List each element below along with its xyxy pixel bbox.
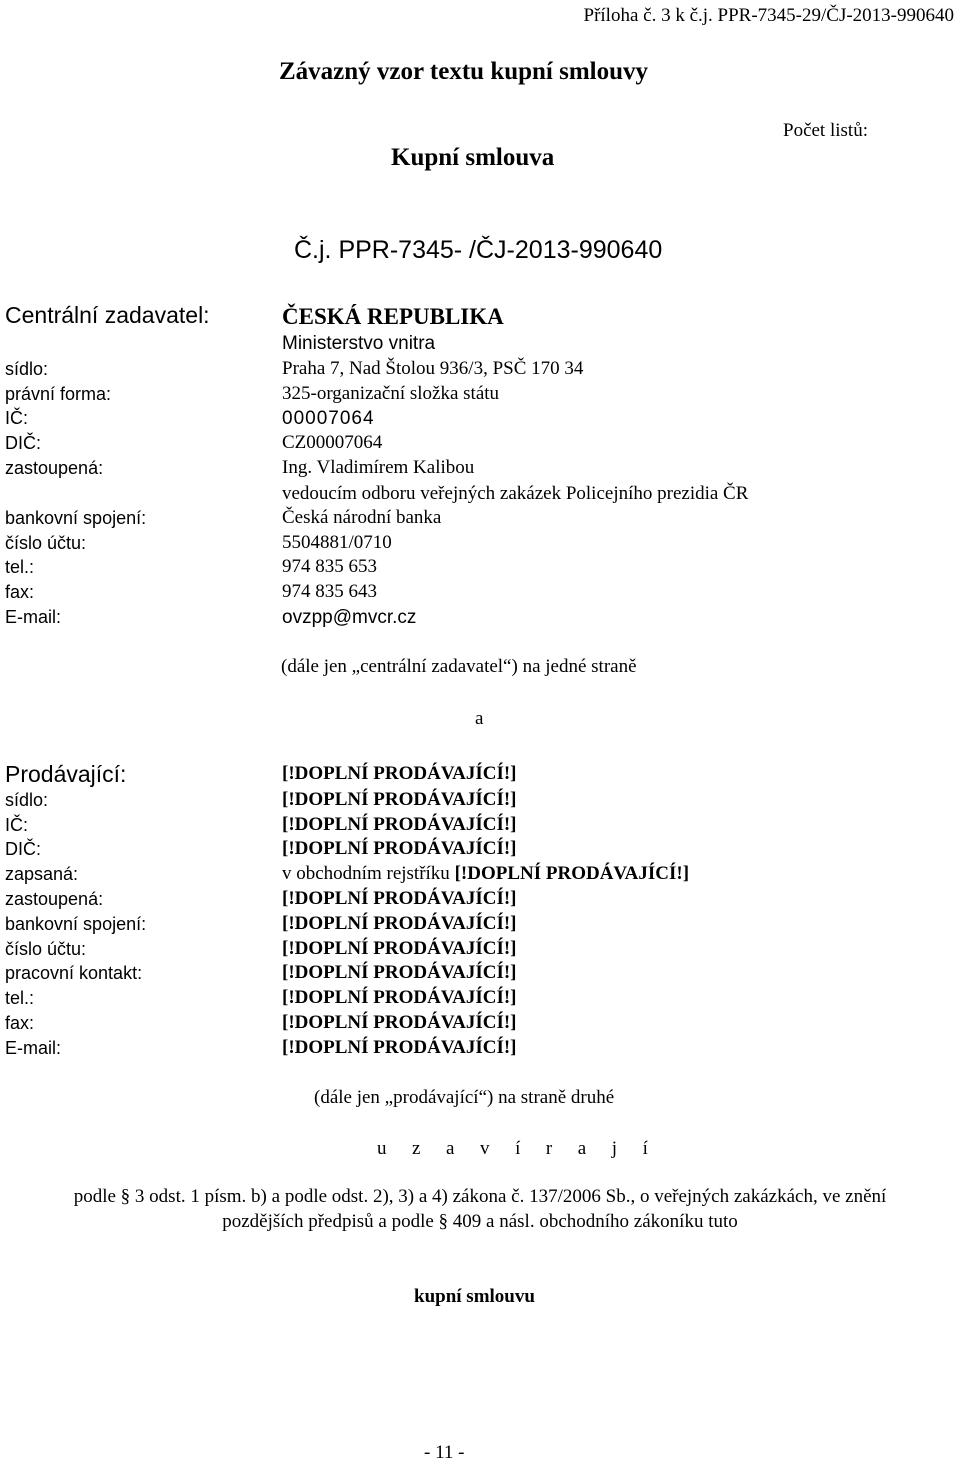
buyer-value-account: 5504881/0710 — [282, 532, 392, 553]
buyer-value-seat: Praha 7, Nad Štolou 936/3, PSČ 170 34 — [282, 358, 584, 379]
seller-value-phone: [!DOPLNÍ PRODÁVAJÍCÍ!] — [282, 987, 517, 1008]
buyer-value-ico: 00007064 — [282, 408, 375, 429]
seller-value-ico: [!DOPLNÍ PRODÁVAJÍCÍ!] — [282, 814, 517, 835]
central-buyer-ministry: Ministerstvo vnitra — [282, 333, 436, 354]
buyer-label-represented: zastoupená: — [5, 458, 104, 478]
seller-value-registered — [282, 864, 689, 883]
buyer-value-legal-form: 325-organizační složka státu — [282, 383, 500, 404]
seller-label-contact: pracovní kontakt: — [5, 963, 143, 983]
buyer-value-represented: Ing. Vladimírem Kalibou — [282, 457, 475, 478]
central-buyer-heading: Centrální zadavatel: — [5, 302, 210, 328]
seller-value-represented: [!DOPLNÍ PRODÁVAJÍCÍ!] — [282, 888, 517, 909]
seller-label-fax: fax: — [5, 1013, 35, 1033]
conclude-text: u z a v í r a j í — [377, 1138, 659, 1159]
central-buyer-name: ČESKÁ REPUBLIKA — [282, 304, 504, 329]
seller-value-dic: [!DOPLNÍ PRODÁVAJÍCÍ!] — [282, 838, 517, 859]
seller-value-seat: [!DOPLNÍ PRODÁVAJÍCÍ!] — [282, 789, 517, 810]
registry-prefix: v obchodním rejstříku — [282, 863, 455, 884]
seller-value-email: [!DOPLNÍ PRODÁVAJÍCÍ!] — [282, 1037, 517, 1058]
buyer-label-bank: bankovní spojení: — [5, 508, 147, 528]
buyer-label-email: E-mail: — [5, 607, 62, 627]
buyer-value-dic: CZ00007064 — [282, 432, 383, 453]
seller-label-represented: zastoupená: — [5, 889, 104, 909]
buyer-value-position: vedoucím odboru veřejných zakázek Policejního prezidia ČR — [282, 483, 749, 504]
document-title: Závazný vzor textu kupní smlouvy — [279, 58, 649, 85]
case-number: Č.j. PPR-7345- /ČJ-2013-990640 — [294, 236, 663, 264]
seller-heading: Prodávající: — [5, 761, 127, 787]
contract-title: Kupní smlouva — [391, 144, 555, 171]
attachment-reference: Příloha č. 3 k č.j. PPR-7345-29/ČJ-2013-990640 — [583, 5, 954, 26]
seller-hereinafter: (dále jen „prodávající“) na straně druhé — [314, 1087, 615, 1108]
seller-label-phone: tel.: — [5, 988, 35, 1008]
sheet-count-label: Počet listů: — [783, 120, 868, 141]
buyer-label-legal-form: právní forma: — [5, 384, 112, 404]
buyer-value-email: ovzpp@mvcr.cz — [282, 607, 417, 628]
seller-name-value: [!DOPLNÍ PRODÁVAJÍCÍ!] — [282, 763, 517, 784]
registry-placeholder: [!DOPLNÍ PRODÁVAJÍCÍ!] — [454, 863, 690, 884]
seller-value-contact: [!DOPLNÍ PRODÁVAJÍCÍ!] — [282, 962, 517, 983]
seller-label-account: číslo účtu: — [5, 939, 87, 959]
buyer-value-bank: Česká národní banka — [282, 507, 442, 528]
seller-label-registered: zapsaná: — [5, 864, 79, 884]
seller-label-bank: bankovní spojení: — [5, 914, 147, 934]
legal-basis-line-2: pozdějších předpisů a podle § 409 a násl. obchodního zákoníku tuto — [222, 1211, 738, 1232]
buyer-label-seat: sídlo: — [5, 359, 49, 379]
seller-value-fax: [!DOPLNÍ PRODÁVAJÍCÍ!] — [282, 1012, 517, 1033]
seller-label-email: E-mail: — [5, 1038, 62, 1058]
seller-value-account: [!DOPLNÍ PRODÁVAJÍCÍ!] — [282, 938, 517, 959]
legal-basis-line-1: podle § 3 odst. 1 písm. b) a podle odst. 2), 3) a 4) zákona č. 137/2006 Sb., o veřejných zakázkách, ve znění — [73, 1186, 887, 1207]
buyer-label-ico: IČ: — [5, 408, 29, 428]
page-number: - 11 - — [424, 1442, 465, 1463]
buyer-value-fax: 974 835 643 — [282, 581, 377, 602]
buyer-label-dic: DIČ: — [5, 433, 41, 453]
buyer-hereinafter: (dále jen „centrální zadavatel“) na jedné straně — [281, 656, 637, 677]
contract-word: kupní smlouvu — [414, 1286, 535, 1307]
buyer-value-phone: 974 835 653 — [282, 556, 377, 577]
buyer-label-phone: tel.: — [5, 557, 35, 577]
buyer-label-fax: fax: — [5, 582, 35, 602]
seller-value-bank: [!DOPLNÍ PRODÁVAJÍCÍ!] — [282, 913, 517, 934]
seller-label-dic: DIČ: — [5, 839, 41, 859]
seller-label-seat: sídlo: — [5, 790, 49, 810]
conjunction-and: a — [475, 708, 484, 729]
buyer-label-account: číslo účtu: — [5, 533, 87, 553]
seller-label-ico: IČ: — [5, 815, 29, 835]
